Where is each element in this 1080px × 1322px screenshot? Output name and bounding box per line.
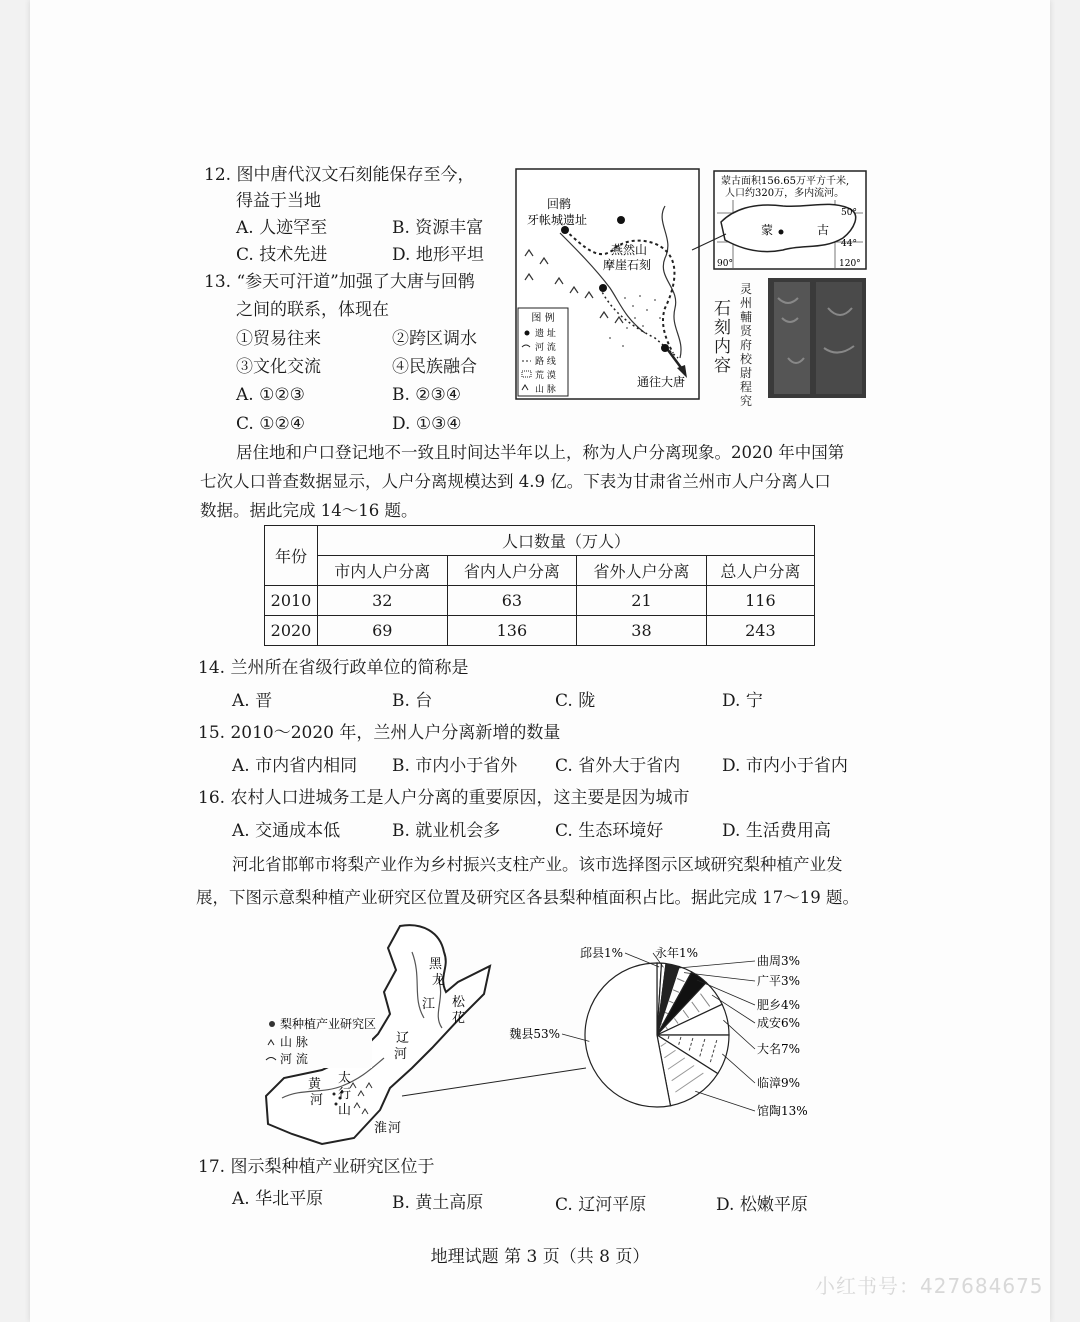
- map2-label: 行: [338, 1087, 352, 1102]
- map2-label: 黑: [429, 957, 443, 972]
- table-year-header: 年份: [265, 526, 318, 586]
- map2-label: 山: [338, 1103, 352, 1118]
- mongolia-inset-map: [713, 170, 867, 270]
- table-cell: 136: [447, 616, 577, 646]
- intro14-line1: 居住地和户口登记地不一致且时间达半年以上，称为人户分离现象。2020 年中国第: [236, 443, 845, 462]
- map2-label: 花: [452, 1011, 466, 1026]
- intro17-line2: 展，下图示意梨种植产业研究区位置及研究区各县梨种植面积占比。据此完成 17～19 题。: [196, 888, 859, 907]
- inset-note-line2: 人口约320万，多内流河。: [725, 188, 845, 199]
- map2-label: 河: [394, 1047, 408, 1062]
- q13-item-2: ②跨区调水: [392, 329, 477, 349]
- pie-leader-馆陶: [695, 1091, 755, 1111]
- inscription-label: 摩崖石刻: [603, 258, 652, 272]
- inset-note-line1: 蒙古面积156.65万平方千米,: [721, 176, 850, 187]
- map2-label: 江: [422, 997, 436, 1012]
- pie-label-魏县: 魏县53%: [509, 1027, 560, 1041]
- map2-label: 太: [338, 1071, 352, 1086]
- legend-mountain: 山 脉: [535, 385, 556, 395]
- q12-stem-line2: 得益于当地: [236, 191, 321, 211]
- yanran-label: 燕然山: [611, 243, 648, 257]
- q16-option-a: A. 交通成本低: [232, 821, 341, 841]
- table-cell: 2010: [265, 586, 318, 616]
- lat-44: 44°: [841, 239, 857, 249]
- map2-label: 河: [388, 1121, 402, 1136]
- q12-stem-line1: 12. 图中唐代汉文石刻能保存至今，: [204, 165, 475, 185]
- lon-120: 120°: [839, 259, 861, 269]
- q14-option-d: D. 宁: [722, 691, 763, 711]
- uyghur-label: 回鹘: [547, 197, 572, 211]
- q16-option-d: D. 生活费用高: [722, 821, 831, 841]
- map2-label: 河: [310, 1093, 324, 1108]
- inset-pointer-line: [690, 228, 730, 258]
- intro14-line2: 七次人口普查数据显示，人户分离规模达到 4.9 亿。下表为甘肃省兰州市人户分离人口: [200, 472, 831, 491]
- pie-label-临漳: 临漳9%: [757, 1076, 801, 1090]
- legend-desert: 荒 漠: [535, 371, 556, 381]
- q14-stem: 14. 兰州所在省级行政单位的简称是: [198, 658, 469, 678]
- q13-option-a: A. ①②③: [236, 385, 305, 405]
- pie-label-馆陶: 馆陶13%: [757, 1104, 808, 1118]
- q16-option-c: C. 生态环境好: [555, 821, 664, 841]
- table-col-header: 省外人户分离: [577, 556, 707, 586]
- intro17-line1: 河北省邯郸市将梨产业作为乡村振兴支柱产业。该市选择图示区域研究梨种植产业发: [232, 855, 843, 874]
- pear-area-pie-chart: [505, 935, 830, 1135]
- table-cell: 69: [318, 616, 448, 646]
- q15-option-a: A. 市内省内相同: [232, 756, 358, 776]
- q17-stem: 17. 图示梨种植产业研究区位于: [198, 1157, 435, 1177]
- table-group-header: 人口数量（万人）: [318, 526, 815, 556]
- map2-label: 黄: [308, 1077, 322, 1092]
- q12-option-c: C. 技术先进: [236, 245, 328, 265]
- lat-50: 50°: [841, 208, 857, 218]
- table-cell: 21: [577, 586, 707, 616]
- q13-item-1: ①贸易往来: [236, 329, 321, 349]
- pie-label-肥乡: 肥乡4%: [757, 998, 801, 1012]
- q14-option-b: B. 台: [392, 691, 433, 711]
- intro14-line3: 数据。据此完成 14～16 题。: [200, 501, 418, 520]
- pie-label-成安: 成安6%: [757, 1016, 801, 1030]
- q13-item-3: ③文化交流: [236, 357, 321, 377]
- q12-option-d: D. 地形平坦: [392, 245, 484, 265]
- watermark: 小红书号：427684675: [815, 1274, 1044, 1298]
- table-cell: 32: [318, 586, 448, 616]
- map2-legend-mountain: 山 脉: [280, 1035, 308, 1049]
- court-site-label: 牙帐城遗址: [527, 213, 588, 227]
- q17-option-d: D. 松嫩平原: [716, 1195, 808, 1215]
- q17-option-b: B. 黄土高原: [392, 1193, 484, 1213]
- table-col-header: 省内人户分离: [447, 556, 577, 586]
- table-cell: 243: [706, 616, 814, 646]
- table-row: [265, 616, 815, 646]
- table-cell: 63: [447, 586, 577, 616]
- legend-route: 路 线: [535, 357, 556, 367]
- to-tang-label: 通往大唐: [637, 375, 686, 389]
- q14-option-a: A. 晋: [232, 691, 273, 711]
- pie-label-邱县: 邱县1%: [579, 946, 623, 960]
- table-col-header: 市内人户分离: [318, 556, 448, 586]
- pie-label-广平: 广平3%: [757, 974, 801, 988]
- lon-90: 90°: [717, 259, 733, 269]
- map2-legend-region: 梨种植产业研究区: [280, 1017, 377, 1031]
- mongolia-char-1: 蒙: [761, 223, 774, 237]
- route-map-legend-title: 图 例: [531, 313, 555, 324]
- table-col-header: 总人户分离: [706, 556, 814, 586]
- legend-site: 遗 址: [535, 329, 556, 339]
- map2-label: 龙: [432, 973, 446, 988]
- q13-option-b: B. ②③④: [392, 385, 462, 405]
- map2-label: 淮: [374, 1121, 388, 1136]
- stone-caption: 石刻内容: [714, 299, 731, 376]
- q13-item-4: ④民族融合: [392, 357, 477, 377]
- q17-option-a: A. 华北平原: [232, 1189, 324, 1209]
- table-cell: 38: [577, 616, 707, 646]
- pie-label-大名: 大名7%: [757, 1042, 801, 1056]
- q13-stem-line2: 之间的联系，体现在: [236, 300, 389, 320]
- legend-river: 河 流: [535, 343, 556, 353]
- q14-option-c: C. 陇: [555, 691, 596, 711]
- q15-option-d: D. 市内小于省内: [722, 756, 848, 776]
- q12-option-b: B. 资源丰富: [392, 218, 484, 238]
- map2-label: 松: [452, 995, 466, 1010]
- map2-legend-river: 河 流: [280, 1052, 308, 1066]
- table-cell: 116: [706, 586, 814, 616]
- q13-option-d: D. ①③④: [392, 414, 462, 434]
- route-map: [515, 168, 700, 400]
- q12-option-a: A. 人迹罕至: [236, 218, 328, 238]
- q13-option-c: C. ①②④: [236, 414, 305, 434]
- q16-option-b: B. 就业机会多: [392, 821, 501, 841]
- q15-option-c: C. 省外大于省内: [555, 756, 681, 776]
- pie-leader-临漳: [722, 1054, 755, 1083]
- pear-region-map: [262, 918, 502, 1150]
- table-cell: 2020: [265, 616, 318, 646]
- q15-option-b: B. 市内小于省外: [392, 756, 518, 776]
- q13-stem-line1: 13. “参天可汗道”加强了大唐与回鹘: [204, 272, 475, 292]
- stone-inscription-photo: [768, 278, 866, 398]
- page-footer: 地理试题 第 3 页（共 8 页）: [430, 1247, 650, 1267]
- pie-label-永年: 永年1%: [655, 946, 699, 960]
- stone-text: 灵州輔贤府校尉程究: [740, 282, 753, 408]
- table-row: [265, 586, 815, 616]
- pie-leader-曲周: [672, 961, 755, 969]
- mongolia-char-2: 古: [817, 223, 830, 237]
- q17-option-c: C. 辽河平原: [555, 1195, 647, 1215]
- q16-stem: 16. 农村人口进城务工是人户分离的重要原因，这主要是因为城市: [198, 788, 690, 808]
- population-table: [264, 525, 815, 646]
- map2-label: 辽: [396, 1031, 410, 1046]
- q15-stem: 15. 2010～2020 年，兰州人户分离新增的数量: [198, 723, 561, 743]
- pie-label-曲周: 曲周3%: [757, 954, 801, 968]
